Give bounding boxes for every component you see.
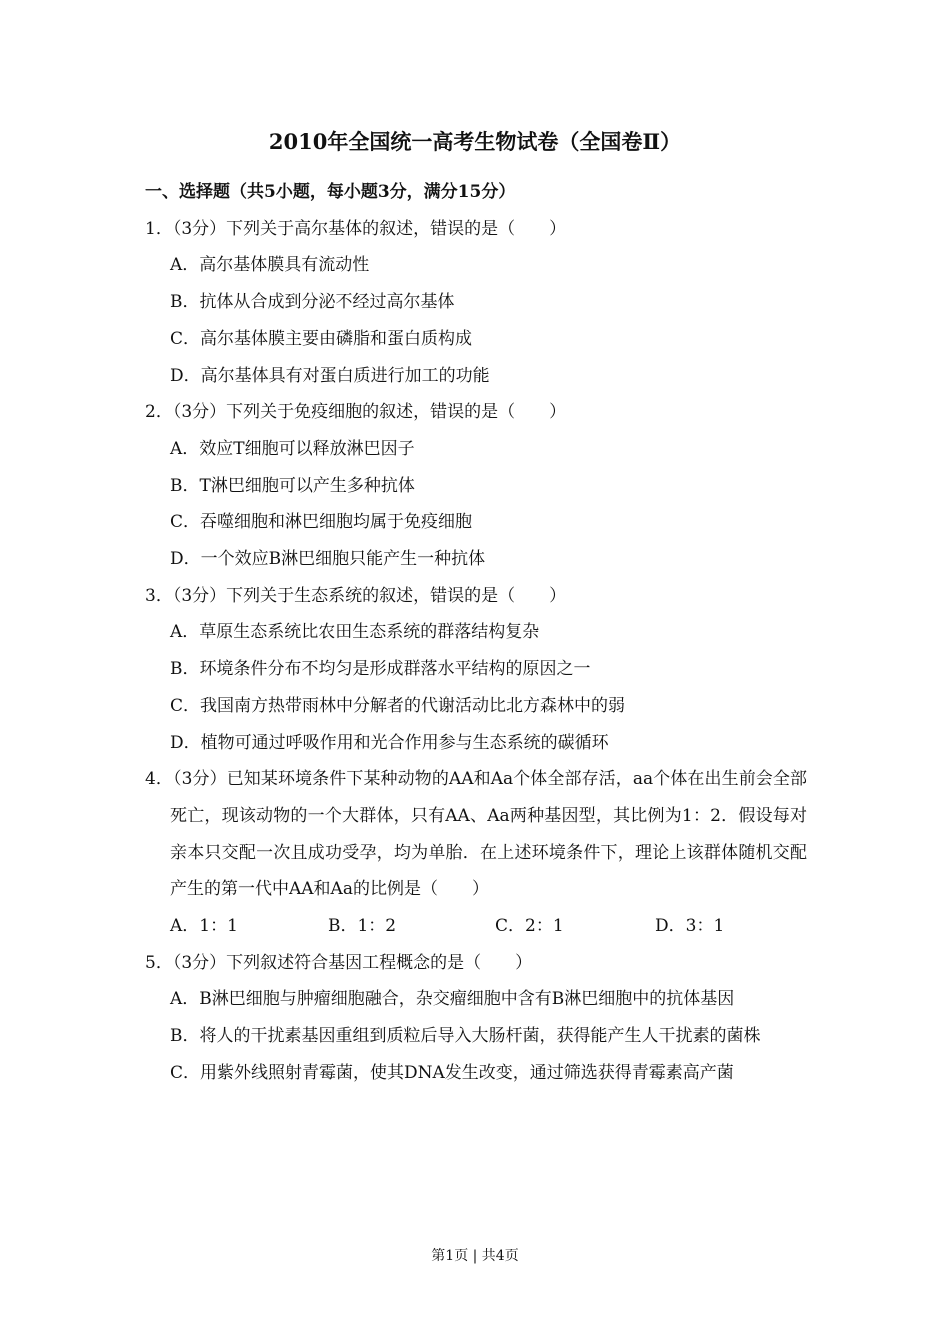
question-list: [145, 174, 807, 1092]
option-d: D．植物可通过呼吸作用和光合作用参与生态系统的碳循环: [170, 732, 609, 753]
question-4: [145, 761, 807, 945]
option-a: A．草原生态系统比农田生态系统的群落结构复杂: [170, 622, 540, 643]
option-d: D．3：1: [655, 916, 725, 937]
question-stem: 5．（3分）下列叙述符合基因工程概念的是（ ）: [145, 952, 533, 973]
question-1: [145, 211, 807, 395]
section-heading: 一、选择题（共5小题，每小题3分，满分15分）: [145, 182, 516, 202]
option-b: B．T淋巴细胞可以产生多种抗体: [170, 475, 415, 496]
option-d: D．一个效应B淋巴细胞只能产生一种抗体: [170, 549, 486, 570]
option-c: C．用紫外线照射青霉菌，使其DNA发生改变，通过筛选获得青霉素高产菌: [170, 1062, 734, 1083]
question-3: [145, 578, 807, 762]
question-stem: 2．（3分）下列关于免疫细胞的叙述，错误的是（ ）: [145, 402, 567, 423]
option-d: D．高尔基体具有对蛋白质进行加工的功能: [170, 365, 490, 386]
question-2: [145, 394, 807, 578]
option-b: B．1：2: [328, 916, 397, 937]
page-title: 2010年全国统一高考生物试卷（全国卷Ⅱ）: [268, 129, 682, 154]
options-row: [145, 908, 807, 945]
question-stem: 1．（3分）下列关于高尔基体的叙述，错误的是（ ）: [145, 218, 567, 239]
page-footer: 第1页 | 共4页: [431, 1248, 519, 1264]
option-a: A．高尔基体膜具有流动性: [170, 255, 370, 276]
option-c: C．吞噬细胞和淋巴细胞均属于免疫细胞: [170, 512, 473, 533]
question-stem: 4．（3分）已知某环境条件下某种动物的AA和Aa个体全部存活，aa个体在出生前会全部死亡，现该动物的一个大群体，只有AA、Aa两种基因型，其比例为1：2．假设每对亲本只交配一次且成功受孕，均为单胎．在上述环境条件下，理论上该群体随机交配产生的第一代中AA和Aa的比例是（ ）: [145, 769, 807, 900]
option-a: A．1：1: [170, 916, 238, 937]
option-c: C．我国南方热带雨林中分解者的代谢活动比北方森林中的弱: [170, 695, 626, 716]
question-stem: 3．（3分）下列关于生态系统的叙述，错误的是（ ）: [145, 585, 567, 606]
option-b: B．环境条件分布不均匀是形成群落水平结构的原因之一: [170, 659, 591, 680]
question-5: [145, 945, 807, 1092]
option-c: C．2：1: [495, 916, 564, 937]
option-b: B．抗体从合成到分泌不经过高尔基体: [170, 292, 455, 313]
option-a: A．效应T细胞可以释放淋巴因子: [170, 438, 415, 459]
option-c: C．高尔基体膜主要由磷脂和蛋白质构成: [170, 328, 473, 349]
option-b: B．将人的干扰素基因重组到质粒后导入大肠杆菌，获得能产生人干扰素的菌株: [170, 1026, 761, 1047]
option-a: A．B淋巴细胞与肿瘤细胞融合，杂交瘤细胞中含有B淋巴细胞中的抗体基因: [170, 989, 735, 1010]
